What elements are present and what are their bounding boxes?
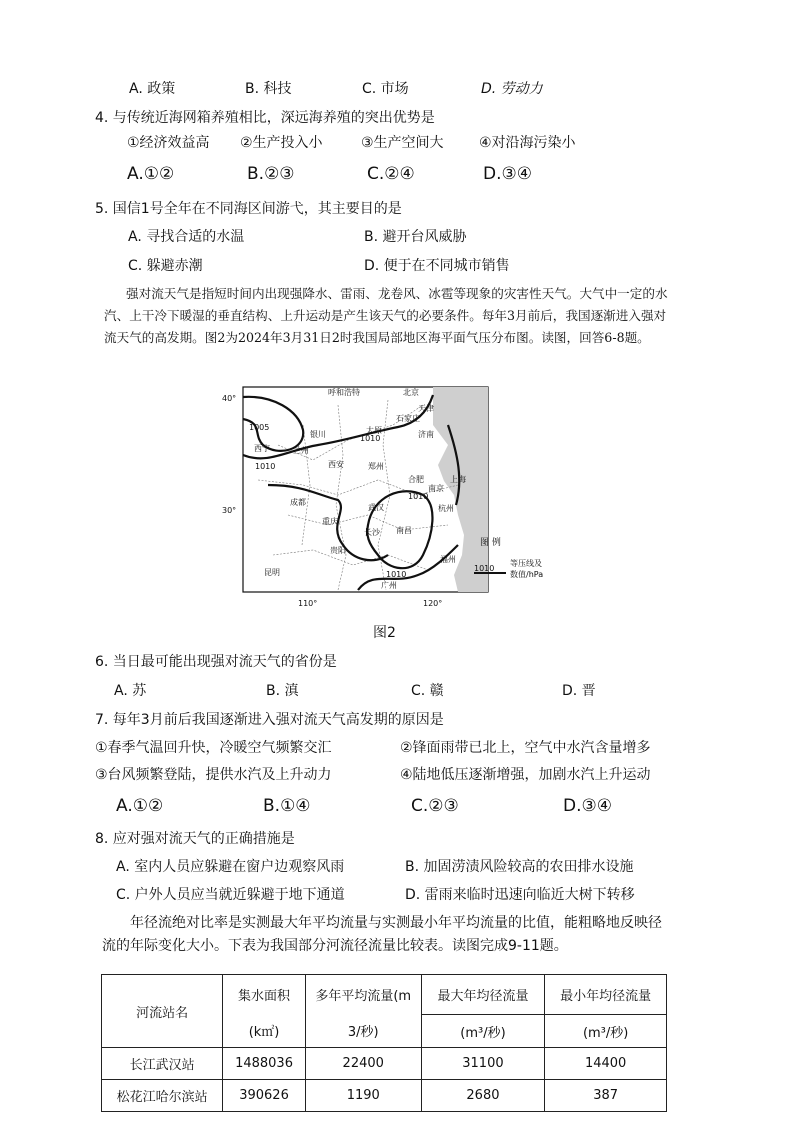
q7-item: ②锋面雨带已北上，空气中水汽含量增多	[400, 740, 651, 756]
city-label: 银川	[310, 430, 326, 439]
legend-line2: 数值/hPa	[510, 570, 544, 579]
th-min-unit: (m³/秒)	[545, 1015, 667, 1048]
q6-option: A. 苏	[114, 683, 147, 699]
legend-title: 图 例	[480, 538, 501, 548]
q8-stem: 8. 应对强对流天气的正确措施是	[95, 831, 295, 847]
city-label: 长沙	[364, 528, 380, 537]
city-label: 北京	[403, 388, 419, 397]
q4-item: ④对沿海污染小	[479, 135, 576, 151]
table-cell: 14400	[545, 1048, 667, 1080]
q7-option: C.②③	[411, 796, 459, 816]
q5-stem: 5. 国信1号全年在不同海区间游弋，其主要目的是	[95, 201, 402, 217]
city-label: 西宁	[254, 444, 270, 453]
q3-option-a: A. 政策	[129, 81, 176, 97]
table-cell: 松花江哈尔滨站	[102, 1080, 223, 1112]
city-label: 武汉	[368, 503, 384, 512]
th-station: 河流站名	[102, 975, 223, 1048]
runoff-table	[101, 974, 667, 1112]
city-label: 西安	[328, 460, 344, 469]
q4-option: D.③④	[483, 164, 532, 184]
passage-severe-convection: 强对流天气是指短时间内出现强降水、雷雨、龙卷风、冰雹等现象的灾害性天气。大气中一定的水汽、上干冷下暖湿的垂直结构、上升运动是产生该天气的必要条件。每年3月前后，我国逐渐进入强对流天气的高发期。图2为2024年3月31日2时我国局部地区海平面气压分布图。读图，回答6-8题。	[104, 286, 668, 345]
q7-option: A.①②	[116, 796, 164, 816]
lat-label-40: 40°	[222, 394, 237, 403]
table-cell: 22400	[305, 1048, 421, 1080]
city-label: 南昌	[396, 526, 412, 535]
q5-option: C. 躲避赤潮	[128, 258, 203, 274]
table-cell: 长江武汉站	[102, 1048, 223, 1080]
q5-option: B. 避开台风威胁	[364, 229, 467, 245]
q8-option: D. 雷雨来临时迅速向临近大树下转移	[405, 887, 635, 903]
table-cell: 390626	[223, 1080, 306, 1112]
legend-value: 1010	[474, 564, 495, 573]
legend-line1: 等压线及	[510, 559, 542, 568]
q5-option: A. 寻找合适的水温	[128, 229, 245, 245]
q3-option-d: D. 劳动力	[481, 81, 543, 97]
q6-option: B. 滇	[266, 683, 299, 699]
table-row	[102, 1048, 667, 1080]
isobar-label: 1010	[255, 462, 276, 471]
q4-option: B.②③	[247, 164, 295, 184]
passage-runoff: 年径流绝对比率是实测最大年平均流量与实测最小年平均流量的比值，能粗略地反映径流的年际变化大小。下表为我国部分河流径流量比较表。读图完成9-11题。	[102, 915, 662, 954]
q7-item: ①春季气温回升快，冷暖空气频繁交汇	[95, 740, 332, 756]
isobar-label: 1010	[386, 570, 407, 579]
table-cell: 1488036	[223, 1048, 306, 1080]
city-label: 天津	[418, 404, 434, 413]
city-label: 太原	[366, 426, 382, 435]
city-label: 南京	[428, 484, 444, 493]
city-label: 广州	[381, 581, 397, 590]
q3-option-b: B. 科技	[245, 81, 292, 97]
th-min: 最小年均径流量	[545, 975, 667, 1015]
table-cell: 31100	[421, 1048, 545, 1080]
q7-item: ④陆地低压逐渐增强，加剧水汽上升运动	[400, 767, 651, 783]
q7-item: ③台风频繁登陆，提供水汽及上升动力	[95, 767, 332, 783]
q5-option: D. 便于在不同城市销售	[364, 258, 510, 274]
table-cell: 1190	[305, 1080, 421, 1112]
th-area-unit: (k㎡)	[223, 1015, 306, 1048]
q7-option: B.①④	[263, 796, 311, 816]
city-label: 兰州	[293, 446, 309, 455]
table-row	[102, 1080, 667, 1112]
q7-option: D.③④	[563, 796, 612, 816]
isobar-label: 1010	[408, 492, 429, 501]
q4-item: ①经济效益高	[127, 135, 210, 151]
city-label: 昆明	[264, 568, 280, 577]
city-label: 济南	[418, 430, 434, 439]
th-avg-unit: 3/秒)	[305, 1015, 421, 1048]
q4-stem: 4. 与传统近海网箱养殖相比，深远海养殖的突出优势是	[95, 110, 435, 126]
q3-option-c: C. 市场	[362, 81, 409, 97]
lon-label-120: 120°	[423, 599, 443, 608]
q8-option: B. 加固涝渍风险较高的农田排水设施	[405, 859, 634, 875]
pressure-map	[218, 385, 553, 611]
q4-item: ②生产投入小	[240, 135, 323, 151]
q6-option: D. 晋	[562, 683, 596, 699]
city-label: 福州	[440, 555, 456, 564]
city-label: 合肥	[408, 475, 424, 484]
th-area: 集水面积	[223, 975, 306, 1015]
city-label: 成都	[290, 498, 306, 507]
city-label: 杭州	[438, 504, 454, 513]
q6-option: C. 赣	[411, 683, 444, 699]
city-label: 郑州	[368, 462, 384, 471]
city-label: 呼和浩特	[328, 388, 360, 397]
q6-stem: 6. 当日最可能出现强对流天气的省份是	[95, 654, 337, 670]
city-label: 重庆	[322, 517, 338, 526]
th-max-unit: (m³/秒)	[421, 1015, 545, 1048]
isobar-label: 1010	[360, 434, 381, 443]
lat-label-30: 30°	[222, 506, 237, 515]
q8-option: A. 室内人员应躲避在窗户边观察风雨	[116, 859, 345, 875]
q4-option: A.①②	[127, 164, 175, 184]
lon-label-110: 110°	[298, 599, 318, 608]
map-caption: 图2	[373, 625, 396, 641]
q7-stem: 7. 每年3月前后我国逐渐进入强对流天气高发期的原因是	[95, 712, 444, 728]
city-label: 石家庄	[396, 414, 420, 423]
th-avg: 多年平均流量(m	[305, 975, 421, 1015]
q8-option: C. 户外人员应当就近躲避于地下通道	[116, 887, 345, 903]
city-label: 上海	[450, 475, 466, 484]
q4-item: ③生产空间大	[361, 135, 444, 151]
th-max: 最大年均径流量	[421, 975, 545, 1015]
city-label: 贵阳	[330, 546, 346, 555]
isobar-label: 1005	[249, 423, 270, 432]
table-cell: 387	[545, 1080, 667, 1112]
table-cell: 2680	[421, 1080, 545, 1112]
q4-option: C.②④	[367, 164, 415, 184]
